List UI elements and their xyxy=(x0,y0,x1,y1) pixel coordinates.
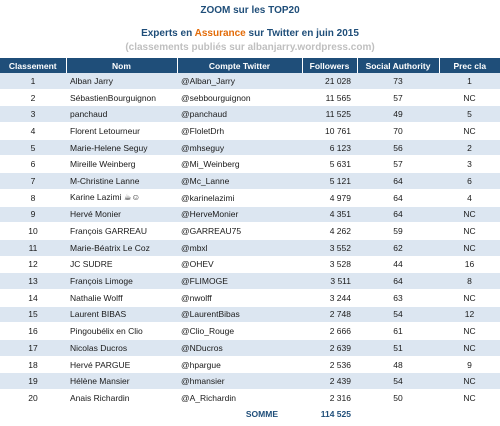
cell-rank: 6 xyxy=(0,156,66,173)
cell-followers: 2 639 xyxy=(302,340,357,357)
cell-previous-rank: NC xyxy=(439,340,500,357)
header-row xyxy=(0,58,500,73)
cell-name: Marie-Béatrix Le Coz xyxy=(66,239,177,256)
table-header xyxy=(0,58,500,73)
table-row xyxy=(0,306,500,323)
cell-name: Nicolas Ducros xyxy=(66,340,177,357)
cell-rank: 17 xyxy=(0,340,66,357)
cell-rank: 20 xyxy=(0,390,66,407)
cell-rank: 19 xyxy=(0,373,66,390)
cell-social-authority: 70 xyxy=(357,123,439,140)
table-row xyxy=(0,206,500,223)
cell-previous-rank: NC xyxy=(439,223,500,240)
cell-followers: 6 123 xyxy=(302,139,357,156)
cell-name: Karine Lazimi ☕☺ xyxy=(66,189,177,206)
header-social-authority: Social Authority xyxy=(357,58,439,73)
cell-rank: 11 xyxy=(0,239,66,256)
cell-name: Hélène Mansier xyxy=(66,373,177,390)
cell-rank: 10 xyxy=(0,223,66,240)
cell-followers: 2 316 xyxy=(302,390,357,407)
total-followers: 114 525 xyxy=(302,406,357,422)
table-row xyxy=(0,323,500,340)
cell-social-authority: 54 xyxy=(357,373,439,390)
cell-followers: 10 761 xyxy=(302,123,357,140)
cell-handle: @mhseguy xyxy=(177,139,302,156)
cell-social-authority: 57 xyxy=(357,156,439,173)
total-spacer xyxy=(439,406,500,422)
cell-followers: 3 511 xyxy=(302,273,357,290)
cell-rank: 9 xyxy=(0,206,66,223)
cell-previous-rank: 3 xyxy=(439,156,500,173)
table-row xyxy=(0,73,500,89)
cell-social-authority: 62 xyxy=(357,239,439,256)
table-row xyxy=(0,273,500,290)
cell-social-authority: 64 xyxy=(357,173,439,190)
cell-followers: 2 439 xyxy=(302,373,357,390)
table-row xyxy=(0,356,500,373)
table-row xyxy=(0,373,500,390)
header-handle: Compte Twitter xyxy=(177,58,302,73)
cell-social-authority: 48 xyxy=(357,356,439,373)
cell-name: Alban Jarry xyxy=(66,73,177,89)
cell-social-authority: 54 xyxy=(357,306,439,323)
cell-previous-rank: NC xyxy=(439,373,500,390)
cell-handle: @karinelazimi xyxy=(177,189,302,206)
cell-handle: @OHEV xyxy=(177,256,302,273)
cell-rank: 5 xyxy=(0,139,66,156)
cell-previous-rank: 16 xyxy=(439,256,500,273)
cell-rank: 8 xyxy=(0,189,66,206)
ranking-table xyxy=(0,58,500,422)
cell-followers: 11 525 xyxy=(302,106,357,123)
cell-handle: @FloletDrh xyxy=(177,123,302,140)
table-row xyxy=(0,189,500,206)
cell-handle: @Alban_Jarry xyxy=(177,73,302,89)
cell-social-authority: 57 xyxy=(357,89,439,106)
cell-rank: 2 xyxy=(0,89,66,106)
total-spacer xyxy=(357,406,439,422)
total-row xyxy=(0,406,500,422)
subheading-part3: sur Twitter en juin 2015 xyxy=(245,28,359,39)
cell-followers: 21 028 xyxy=(302,73,357,89)
cell-name: panchaud xyxy=(66,106,177,123)
cell-name: Nathalie Wolff xyxy=(66,289,177,306)
cell-name: François Limoge xyxy=(66,273,177,290)
cell-followers: 2 536 xyxy=(302,356,357,373)
cell-handle: @sebbourguignon xyxy=(177,89,302,106)
cell-social-authority: 51 xyxy=(357,340,439,357)
cell-followers: 2 748 xyxy=(302,306,357,323)
cell-name: Marie-Helene Seguy xyxy=(66,139,177,156)
cell-handle: @NDucros xyxy=(177,340,302,357)
cell-previous-rank: 8 xyxy=(439,273,500,290)
subheading-part2: Assurance xyxy=(194,28,246,39)
cell-followers: 5 631 xyxy=(302,156,357,173)
total-spacer xyxy=(66,406,177,422)
cell-followers: 3 244 xyxy=(302,289,357,306)
cell-previous-rank: 12 xyxy=(439,306,500,323)
cell-previous-rank: NC xyxy=(439,323,500,340)
header-followers: Followers xyxy=(302,58,357,73)
cell-previous-rank: NC xyxy=(439,206,500,223)
page-heading: ZOOM sur les TOP20 xyxy=(200,5,300,16)
cell-previous-rank: 9 xyxy=(439,356,500,373)
table-row xyxy=(0,123,500,140)
cell-rank: 3 xyxy=(0,106,66,123)
cell-followers: 3 528 xyxy=(302,256,357,273)
cell-social-authority: 44 xyxy=(357,256,439,273)
cell-previous-rank: 5 xyxy=(439,106,500,123)
table-row xyxy=(0,256,500,273)
cell-previous-rank: NC xyxy=(439,89,500,106)
cell-rank: 13 xyxy=(0,273,66,290)
cell-followers: 3 552 xyxy=(302,239,357,256)
cell-followers: 4 351 xyxy=(302,206,357,223)
table-row xyxy=(0,289,500,306)
cell-name: François GARREAU xyxy=(66,223,177,240)
cell-handle: @LaurentBibas xyxy=(177,306,302,323)
cell-handle: @panchaud xyxy=(177,106,302,123)
table-row xyxy=(0,139,500,156)
cell-handle: @Clio_Rouge xyxy=(177,323,302,340)
table-row xyxy=(0,156,500,173)
header-rank: Classement xyxy=(0,58,66,73)
cell-rank: 7 xyxy=(0,173,66,190)
cell-handle: @Mc_Lanne xyxy=(177,173,302,190)
cell-followers: 2 666 xyxy=(302,323,357,340)
table-body xyxy=(0,73,500,406)
cell-name: JC SUDRE xyxy=(66,256,177,273)
cell-name: Anais Richardin xyxy=(66,390,177,407)
table-row xyxy=(0,239,500,256)
cell-rank: 1 xyxy=(0,73,66,89)
cell-previous-rank: 1 xyxy=(439,73,500,89)
cell-handle: @mbxl xyxy=(177,239,302,256)
cell-rank: 16 xyxy=(0,323,66,340)
cell-rank: 18 xyxy=(0,356,66,373)
table-row xyxy=(0,390,500,407)
cell-name: Pingoubélix en Clio xyxy=(66,323,177,340)
page-subheading xyxy=(0,28,500,40)
table-footer xyxy=(0,406,500,422)
cell-social-authority: 56 xyxy=(357,139,439,156)
header-previous-rank: Prec cla xyxy=(439,58,500,73)
cell-previous-rank: 6 xyxy=(439,173,500,190)
cell-handle: @hpargue xyxy=(177,356,302,373)
cell-rank: 15 xyxy=(0,306,66,323)
subheading-part1: Experts en xyxy=(141,28,195,39)
cell-social-authority: 49 xyxy=(357,106,439,123)
cell-social-authority: 64 xyxy=(357,273,439,290)
total-label: SOMME xyxy=(177,406,302,422)
cell-name: Mireille Weinberg xyxy=(66,156,177,173)
cell-rank: 4 xyxy=(0,123,66,140)
cell-social-authority: 64 xyxy=(357,206,439,223)
table-row xyxy=(0,173,500,190)
header-name: Nom xyxy=(66,58,177,73)
cell-previous-rank: NC xyxy=(439,123,500,140)
cell-handle: @HerveMonier xyxy=(177,206,302,223)
cell-previous-rank: 2 xyxy=(439,139,500,156)
cell-name: SébastienBourguignon xyxy=(66,89,177,106)
cell-name: Florent Letourneur xyxy=(66,123,177,140)
cell-previous-rank: NC xyxy=(439,289,500,306)
cell-previous-rank: NC xyxy=(439,239,500,256)
cell-previous-rank: NC xyxy=(439,390,500,407)
cell-name: Hervé PARGUE xyxy=(66,356,177,373)
cell-handle: @GARREAU75 xyxy=(177,223,302,240)
table-row xyxy=(0,223,500,240)
cell-handle: @A_Richardin xyxy=(177,390,302,407)
cell-followers: 4 262 xyxy=(302,223,357,240)
cell-previous-rank: 4 xyxy=(439,189,500,206)
cell-rank: 12 xyxy=(0,256,66,273)
cell-social-authority: 59 xyxy=(357,223,439,240)
credits-line: (classements publiés sur albanjarry.wordpress.com) xyxy=(125,42,375,53)
cell-followers: 4 979 xyxy=(302,189,357,206)
cell-followers: 11 565 xyxy=(302,89,357,106)
cell-social-authority: 73 xyxy=(357,73,439,89)
cell-handle: @nwolff xyxy=(177,289,302,306)
cell-rank: 14 xyxy=(0,289,66,306)
cell-social-authority: 63 xyxy=(357,289,439,306)
cell-followers: 5 121 xyxy=(302,173,357,190)
cell-name: M-Christine Lanne xyxy=(66,173,177,190)
cell-handle: @FLIMOGE xyxy=(177,273,302,290)
table-row xyxy=(0,340,500,357)
cell-handle: @hmansier xyxy=(177,373,302,390)
cell-name: Laurent BIBAS xyxy=(66,306,177,323)
cell-handle: @Mi_Weinberg xyxy=(177,156,302,173)
total-spacer xyxy=(0,406,66,422)
cell-social-authority: 61 xyxy=(357,323,439,340)
cell-name: Hervé Monier xyxy=(66,206,177,223)
cell-social-authority: 64 xyxy=(357,189,439,206)
table-row xyxy=(0,106,500,123)
table-row xyxy=(0,89,500,106)
cell-social-authority: 50 xyxy=(357,390,439,407)
